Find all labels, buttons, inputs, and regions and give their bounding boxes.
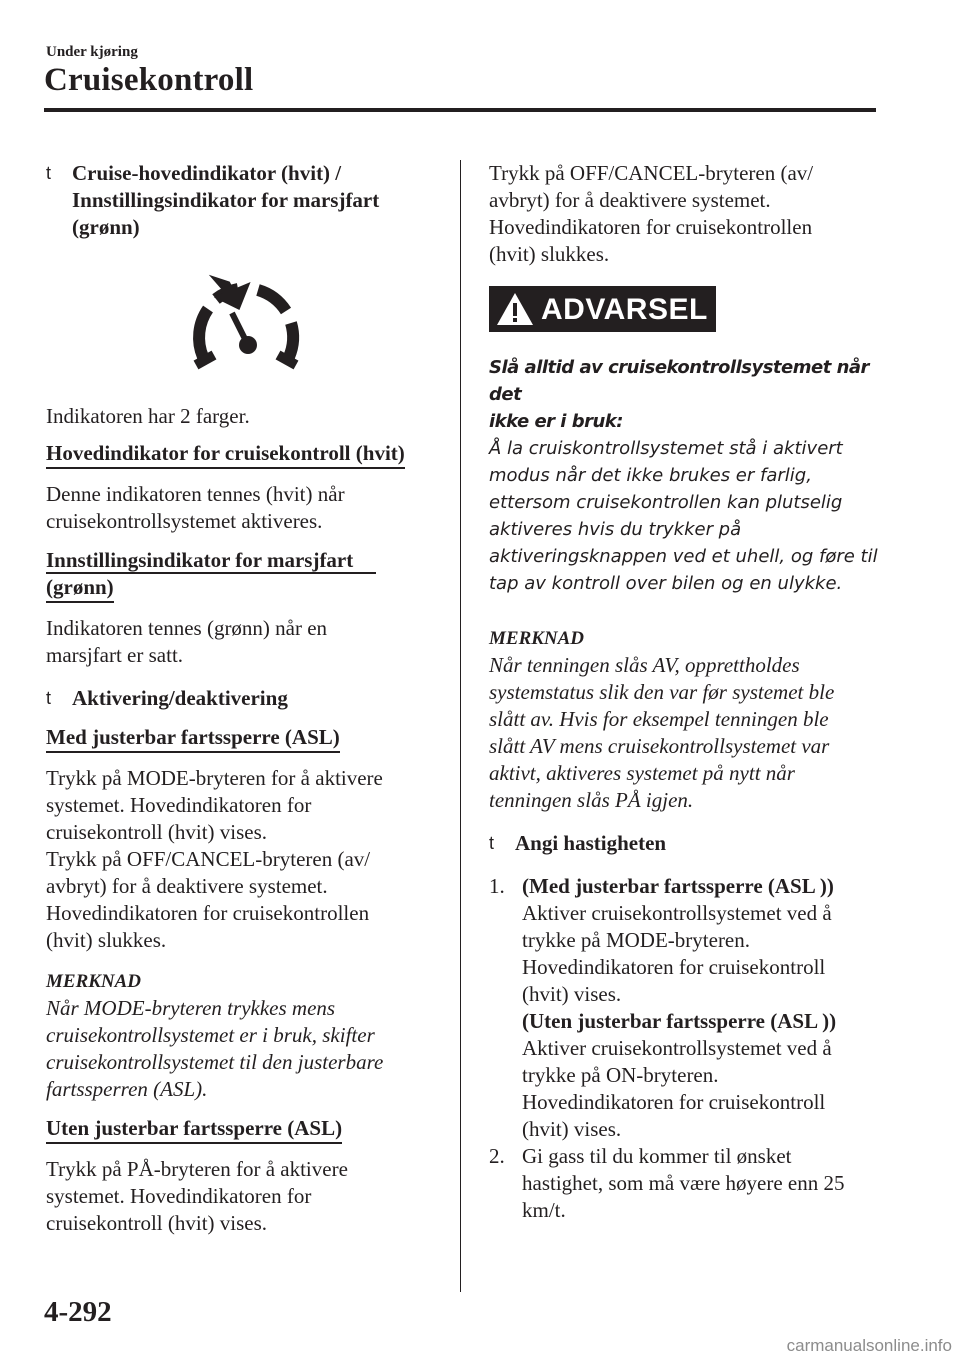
step-line: trykke på MODE-bryteren. xyxy=(522,928,751,952)
text-line: Indikatoren tennes (grønn) når en xyxy=(46,616,328,640)
step-item xyxy=(489,873,879,1143)
note-line: slått av. Hvis for eksempel tenningen ble xyxy=(489,707,829,731)
text-line: Trykk på OFF/CANCEL-bryteren (av/ xyxy=(489,161,814,185)
right-column xyxy=(489,160,879,1224)
text-line: Trykk på MODE-bryteren for å aktivere xyxy=(46,766,383,790)
cruise-control-speedometer-icon xyxy=(186,269,306,389)
step-line: Aktiver cruisekontrollsystemet ved å xyxy=(522,901,832,925)
left-column xyxy=(46,160,446,1237)
set-indicator-heading-line: Innstillingsindikator for marsjfart xyxy=(46,548,354,572)
section-marker: t xyxy=(489,833,495,853)
step-line: Aktiver cruisekontrollsystemet ved å xyxy=(522,1036,832,1060)
step-variant-heading: (Uten justerbar fartssperre (ASL )) xyxy=(522,1009,837,1033)
warning-banner xyxy=(489,286,716,332)
step-line: (hvit) vises. xyxy=(522,982,622,1006)
text-line: avbryt) for å deaktivere systemet. xyxy=(46,874,328,898)
text-line: Hovedindikatoren for cruisekontrollen xyxy=(489,215,813,239)
step-line: hastighet, som må være høyere enn 25 xyxy=(522,1171,845,1195)
warning-line: modus når det ikke brukes er farlig, xyxy=(489,465,812,486)
text-line: cruisekontroll (hvit) vises. xyxy=(46,1211,268,1235)
warning-lead-line: Slå alltid av cruisekontrollsystemet når det xyxy=(489,357,869,405)
text-line: (hvit) slukkes. xyxy=(46,928,167,952)
note-line: aktivt, aktiveres systemet på nytt når xyxy=(489,761,795,785)
warning-lead-line: ikke er i bruk: xyxy=(489,411,623,432)
header-rule xyxy=(44,108,876,112)
note-line: systemstatus slik den var før systemet ble xyxy=(489,680,835,704)
set-indicator-heading-line: (grønn) xyxy=(46,574,114,603)
no-asl-heading: Uten justerbar fartssperre (ASL) xyxy=(46,1115,342,1144)
page-title: Cruisekontroll xyxy=(44,62,254,98)
step-line: Hovedindikatoren for cruisekontroll xyxy=(522,955,826,979)
text-line: cruisekontroll (hvit) vises. xyxy=(46,820,268,844)
right-note xyxy=(489,625,879,814)
step-line: Hovedindikatoren for cruisekontroll xyxy=(522,1090,826,1114)
asl-heading: Med justerbar fartssperre (ASL) xyxy=(46,724,340,753)
step-line: trykke på ON-bryteren. xyxy=(522,1063,719,1087)
text-line: Hovedindikatoren for cruisekontrollen xyxy=(46,901,370,925)
section-marker: t xyxy=(46,688,52,708)
heading-line: Innstillingsindikator for marsjfart xyxy=(72,188,380,212)
note-line: cruisekontrollsystemet til den justerbare xyxy=(46,1050,384,1074)
heading-text: Angi hastigheten xyxy=(515,831,667,855)
text-line: Denne indikatoren tennes (hvit) når xyxy=(46,482,345,506)
note-label: MERKNAD xyxy=(46,971,142,992)
indicator-section-heading xyxy=(46,160,446,241)
note-line: cruisekontrollsystemet er i bruk, skifter xyxy=(46,1023,375,1047)
steps-list xyxy=(489,873,879,1224)
step-line: km/t. xyxy=(522,1198,566,1222)
column-divider xyxy=(460,160,461,1292)
text-line: cruisekontrollsystemet aktiveres. xyxy=(46,509,323,533)
main-indicator-heading: Hovedindikator for cruisekontroll (hvit) xyxy=(46,440,405,469)
note-line: Når tenningen slås AV, opprettholdes xyxy=(489,653,800,677)
section-marker: t xyxy=(46,163,52,183)
heading-line: (grønn) xyxy=(72,215,140,239)
set-indicator-text xyxy=(46,615,446,669)
colors-intro: Indikatoren har 2 farger. xyxy=(46,404,250,428)
intro-text xyxy=(489,160,879,268)
step-number: 1. xyxy=(489,874,505,898)
heading-text: Aktivering/deaktivering xyxy=(72,686,288,710)
text-line: marsjfart er satt. xyxy=(46,643,184,667)
warning-line: ettersom cruisekontrollen kan plutselig xyxy=(489,492,843,513)
text-line: systemet. Hovedindikatoren for xyxy=(46,1184,312,1208)
text-line: (hvit) slukkes. xyxy=(489,242,610,266)
text-line: Trykk på PÅ-bryteren for å aktivere xyxy=(46,1157,348,1181)
step-variant-heading: (Med justerbar fartssperre (ASL )) xyxy=(522,874,834,898)
warning-label: ADVARSEL xyxy=(541,292,708,326)
warning-line: Å la cruiskontrollsystemet stå i aktivert xyxy=(489,438,843,459)
warning-line: tap av kontroll over bilen og en ulykke. xyxy=(489,573,843,594)
note-line: tenningen slås PÅ igjen. xyxy=(489,788,694,812)
note-line: slått AV mens cruisekontrollsystemet var xyxy=(489,734,830,758)
note-line: fartssperren (ASL). xyxy=(46,1077,208,1101)
header-section-label: Under kjøring xyxy=(46,44,138,60)
note-label: MERKNAD xyxy=(489,628,585,649)
text-line: systemet. Hovedindikatoren for xyxy=(46,793,312,817)
warning-line: aktiveres hvis du trykker på xyxy=(489,519,742,540)
asl-text xyxy=(46,765,446,954)
step-item xyxy=(489,1143,879,1224)
step-line: Gi gass til du kommer til ønsket xyxy=(522,1144,792,1168)
no-asl-text xyxy=(46,1156,446,1237)
page-number: 4-292 xyxy=(44,1296,112,1328)
left-note xyxy=(46,968,446,1103)
warning-text xyxy=(489,354,879,597)
text-line: Trykk på OFF/CANCEL-bryteren (av/ xyxy=(46,847,371,871)
speed-section-heading xyxy=(489,830,879,857)
step-line: (hvit) vises. xyxy=(522,1117,622,1141)
step-number: 2. xyxy=(489,1144,505,1168)
main-indicator-text xyxy=(46,481,446,535)
activation-section-heading xyxy=(46,685,446,712)
warning-line: aktiveringsknappen ved et uhell, og føre til xyxy=(489,546,878,567)
heading-line: Cruise-hovedindikator (hvit) / xyxy=(72,161,342,185)
watermark: carmanualsonline.info xyxy=(786,1336,952,1355)
text-line: avbryt) for å deaktivere systemet. xyxy=(489,188,771,212)
note-line: Når MODE-bryteren trykkes mens xyxy=(46,996,336,1020)
warning-triangle-icon xyxy=(495,291,535,327)
